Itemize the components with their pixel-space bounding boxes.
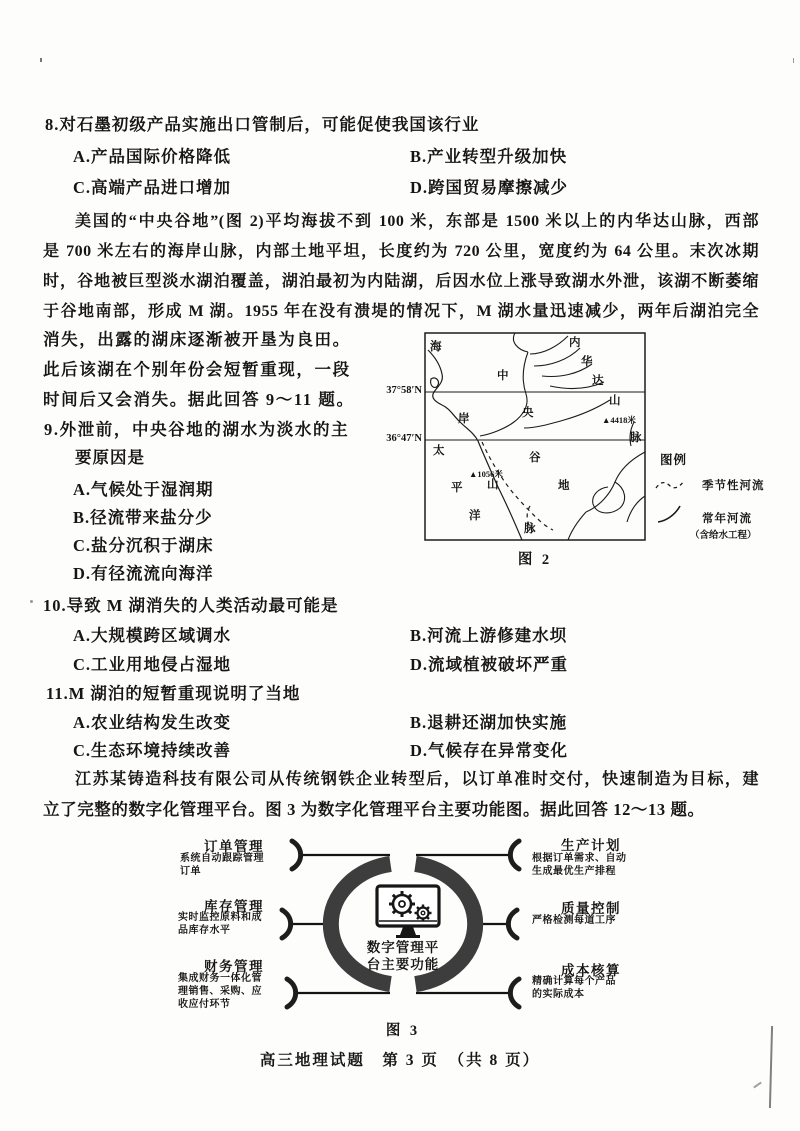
map-label-coastrange-2: 脉 (524, 523, 536, 535)
map-label-valley-2: 央 (522, 407, 534, 419)
q8-options-row1 (43, 143, 759, 165)
item-production-title: 生产计划 (561, 838, 621, 853)
map-label-pacific-1: 太 (433, 445, 445, 457)
platform-center-line2: 台主要功能 (366, 956, 440, 972)
scan-artifact-dot-topleft (40, 58, 42, 62)
item-inventory-title: 库存管理 (204, 899, 264, 914)
q11-options-row1 (43, 709, 759, 731)
figure3-caption: 图 3 (385, 1023, 421, 1039)
q8-option-d: D.跨国贸易摩擦减少 (410, 178, 569, 197)
q8-stem: 8.对石墨初级产品实施出口管制后，可能促使我国该行业 (45, 115, 480, 134)
q11-option-a: A.农业结构发生改变 (73, 713, 232, 732)
q9-option-b: B.径流带来盐分少 (73, 508, 213, 527)
q8-options-row2 (43, 174, 759, 196)
legend-seasonal-swatch (656, 481, 684, 488)
peak-east (602, 414, 636, 426)
map-label-valley-1: 中 (497, 370, 509, 382)
figure3 (170, 828, 670, 1040)
passage1-line-3: 时，谷地被巨型淡水湖泊覆盖，湖泊最初为内陆湖，后因水位上涨导致湖水外泄，该湖不断萎缩 (43, 273, 759, 290)
q9-stem-line2: 要原因是 (75, 448, 145, 467)
map-label-coastrange-1: 山 (487, 479, 499, 491)
latitude-label-north: 37°58′N (386, 385, 422, 396)
q8-option-b: B.产业转型升级加快 (410, 147, 568, 166)
map-label-shore: 岸 (458, 413, 470, 425)
q9-option-a: A.气候处于湿润期 (73, 480, 214, 499)
item-order-desc: 系统自动跟踪管理订单 (180, 853, 264, 877)
figure2 (372, 330, 800, 594)
map-label-nevada-2: 华 (581, 356, 593, 368)
legend-seasonal-label: 季节性河流 (702, 480, 765, 492)
map-label-sea: 海 (430, 341, 442, 353)
legend-perennial-note: （含给水工程） (690, 531, 757, 541)
q9-option-d: D.有径流流向海洋 (73, 564, 214, 583)
peak-west-icon: ▲ (469, 469, 478, 479)
q10-options-row2 (43, 651, 759, 673)
passage1-narrow-3: 时间后又会消失。据此回答 9～11 题。 (43, 390, 355, 409)
passage2-line-2: 立了完整的数字化管理平台。图 3 为数字化管理平台主要功能图。据此回答 12～13 题。 (43, 800, 705, 819)
peak-east-label: 4418米 (610, 415, 636, 425)
q8-option-c: C.高端产品进口增加 (73, 178, 232, 197)
map-label-nevada-3: 达 (592, 375, 604, 387)
scan-artifact-dot-q10 (30, 600, 33, 603)
map-label-pacific-2: 平 (451, 482, 463, 494)
scan-artifact-dot-topright (793, 58, 794, 63)
map-label-valley-3: 谷 (529, 452, 541, 464)
page-footer: 高三地理试题 第 3 页 （共 8 页） (259, 1052, 541, 1069)
passage1-narrow-1: 消失，出露的湖床逐渐被开垦为良田。 (43, 330, 351, 349)
q9-stem-line1: 9.外泄前，中央谷地的湖水为淡水的主 (44, 420, 350, 439)
map-frame (425, 333, 645, 540)
peak-west-label: 1056米 (477, 469, 503, 479)
q10-option-b: B.河流上游修建水坝 (410, 626, 568, 645)
legend-perennial-label: 常年河流 (702, 513, 752, 525)
item-finance-desc: 集成财务一体化管理销售、采购、应收应付环节 (178, 973, 262, 1010)
monitor-gears-icon (377, 886, 439, 937)
scan-artifact-tick (753, 1082, 762, 1089)
item-inventory-desc: 实时监控原料和成品库存水平 (178, 912, 262, 936)
perennial-rivers (480, 333, 645, 540)
map-label-valley-4: 地 (558, 480, 570, 492)
q8-option-a: A.产品国际价格降低 (73, 147, 232, 166)
q9-option-c: C.盐分沉积于湖床 (73, 536, 214, 555)
passage2-line-1: 江苏某铸造科技有限公司从传统钢铁企业转型后，以订单准时交付，快速制造为目标，建 (75, 771, 759, 788)
figure2-caption: 图 2 (517, 552, 553, 568)
map-label-nevada-5: 脉 (630, 432, 642, 444)
legend-title: 图例 (660, 453, 688, 467)
q11-options-row2 (43, 737, 759, 759)
peak-east-icon: ▲ (602, 415, 611, 425)
q10-stem: 10.导致 M 湖消失的人类活动最可能是 (43, 596, 339, 615)
passage1-narrow-2: 此后该湖在个别年份会短暂重现，一段 (43, 360, 351, 379)
platform-center-text (343, 940, 463, 973)
map-label-nevada-4: 山 (609, 395, 621, 407)
q11-stem: 11.M 湖泊的短暂重现说明了当地 (46, 684, 301, 703)
item-finance-title: 财务管理 (204, 959, 264, 974)
item-cost-title: 成本核算 (561, 963, 621, 978)
item-order-title: 订单管理 (204, 839, 264, 854)
passage1-line-2: 是 700 米左右的海岸山脉，内部土地平坦，长度约为 720 公里，宽度约为 64 公里。末次冰期 (43, 243, 759, 260)
q10-options-row1 (43, 622, 759, 644)
passage1-line-1: 美国的“中央谷地”(图 2)平均海拔不到 100 米，东部是 1500 米以上的内华达山脉，西部 (75, 213, 759, 230)
legend-perennial-swatch (658, 506, 680, 522)
q10-option-d: D.流域植被破坏严重 (410, 655, 569, 674)
latitude-label-south: 36°47′N (386, 433, 422, 444)
q10-option-c: C.工业用地侵占湿地 (73, 655, 232, 674)
map-label-nevada-1: 内 (569, 337, 581, 349)
item-quality-title: 质量控制 (561, 901, 621, 916)
item-cost-desc: 精确计算每个产品的实际成本 (532, 976, 616, 1000)
q10-option-a: A.大规模跨区域调水 (73, 626, 232, 645)
map-label-pacific-3: 洋 (469, 510, 481, 522)
item-production-desc: 根据订单需求、自动生成最优生产排程 (532, 853, 627, 877)
q11-option-d: D.气候存在异常变化 (410, 741, 569, 760)
q11-option-c: C.生态环境持续改善 (73, 741, 232, 760)
peak-west (469, 468, 503, 480)
passage1-line-4: 于谷地南部，形成 M 湖。1955 年在没有溃堤的情况下，M 湖水量迅速减少，两年后湖泊完全 (43, 303, 759, 320)
platform-center-line1: 数字管理平 (366, 940, 440, 955)
q11-option-b: B.退耕还湖加快实施 (410, 713, 568, 732)
item-quality-desc: 严格检测每道工序 (532, 915, 616, 926)
